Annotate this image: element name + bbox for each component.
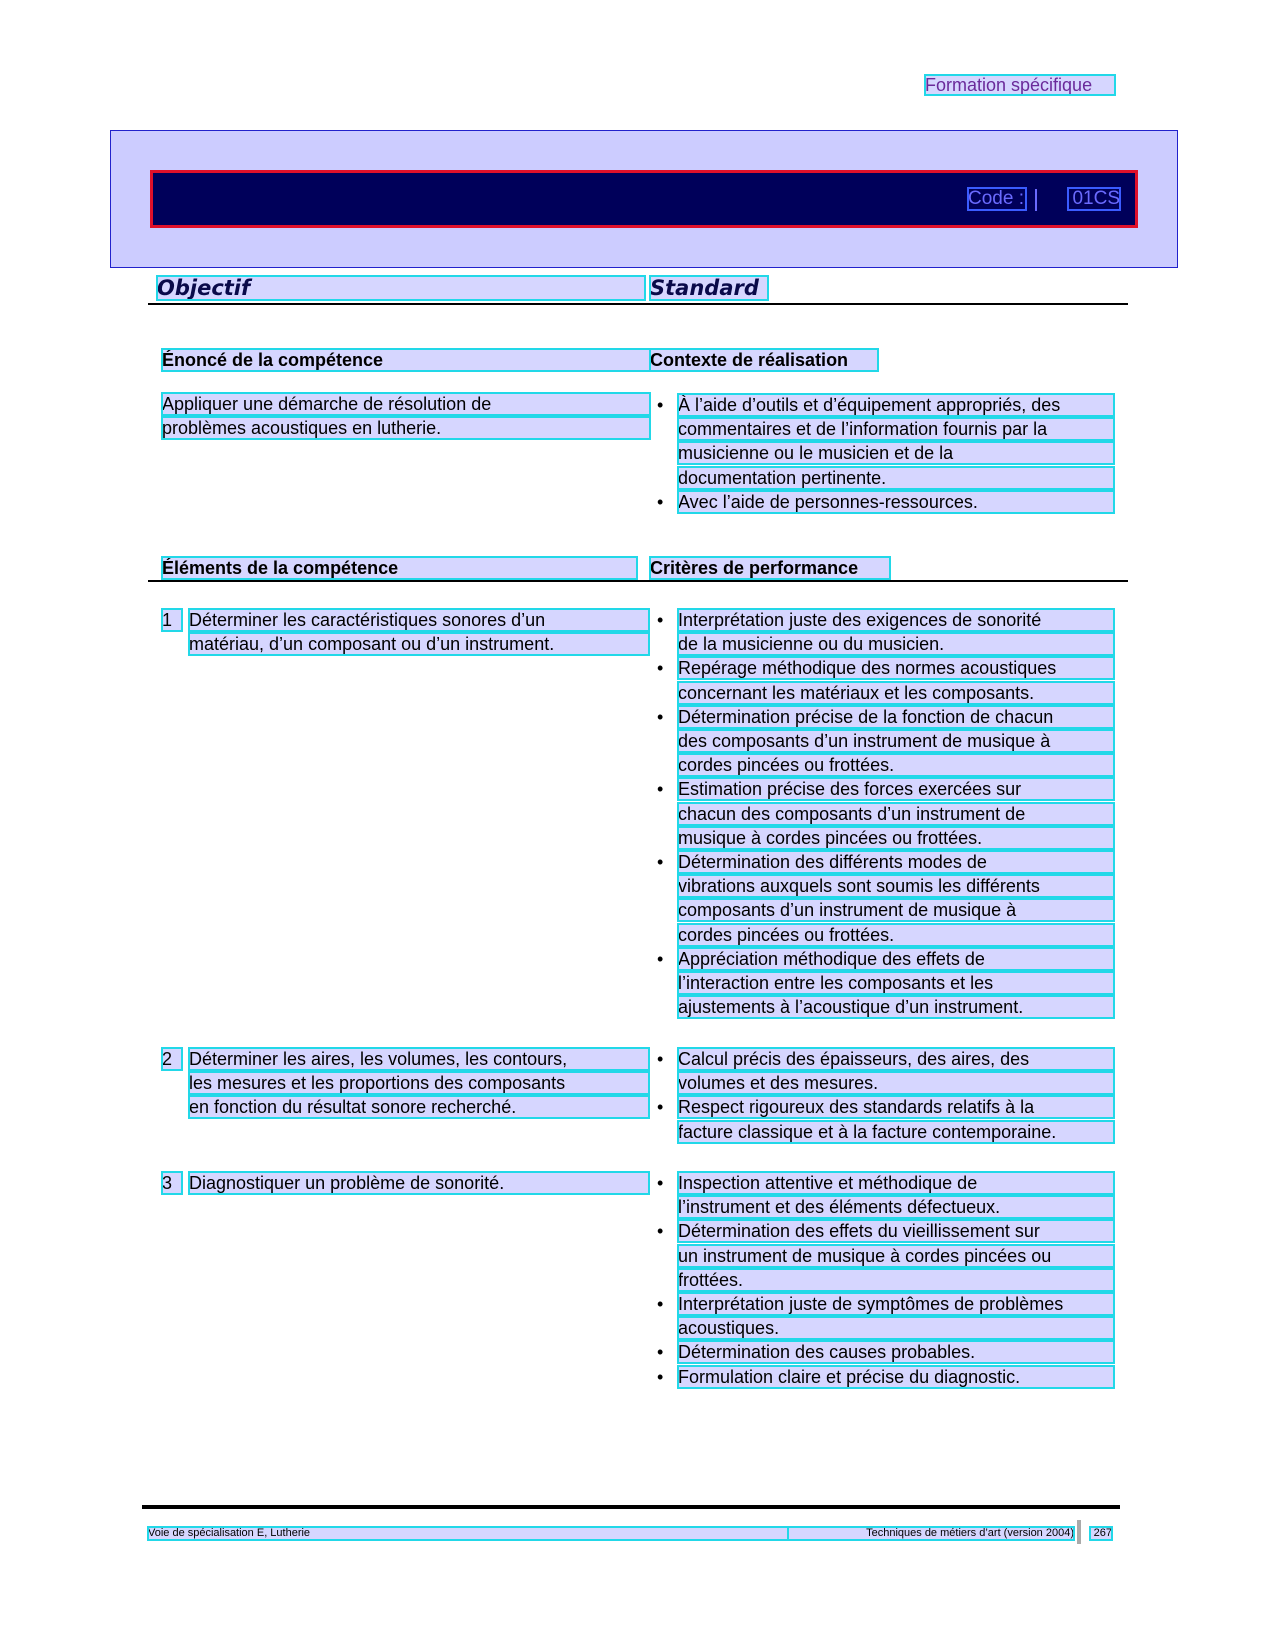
element-number: 1 (162, 609, 182, 631)
criterion-line: Détermination des différents modes de (678, 851, 1114, 873)
criterion-line: Formulation claire et précise du diagnostic. (678, 1366, 1114, 1388)
contexte-heading: Contexte de réalisation (650, 349, 878, 371)
criterion-line: volumes et des mesures. (678, 1072, 1114, 1094)
criterion-line: l’instrument et des éléments défectueux. (678, 1196, 1114, 1218)
element-line: Déterminer les caractéristiques sonores d’un (189, 609, 649, 631)
footer-page-number: 267 (1090, 1527, 1112, 1540)
element-line: les mesures et les proportions des composants (189, 1072, 649, 1094)
criterion-line: cordes pincées ou frottées. (678, 924, 1114, 946)
code-value: 01CS (1068, 188, 1120, 210)
criterion-line: documentation pertinente. (678, 467, 1114, 489)
criterion-line: acoustiques. (678, 1317, 1114, 1339)
code-label: Code : (968, 188, 1026, 210)
criterion-line: l’interaction entre les composants et les (678, 972, 1114, 994)
column-header-objectif: Objectif (157, 276, 645, 300)
criterion-line: Respect rigoureux des standards relatifs à la (678, 1096, 1114, 1118)
bullet-icon: • (657, 852, 664, 872)
criterion-line: Inspection attentive et méthodique de (678, 1172, 1114, 1194)
bullet-icon: • (657, 948, 664, 969)
criterion-line: des composants d’un instrument de musique à (678, 730, 1114, 752)
criterion-line: musicienne ou le musicien et de la (678, 442, 1114, 464)
criterion-line: chacun des composants d’un instrument de (678, 803, 1114, 825)
criterion-line: Interprétation juste des exigences de sonorité (678, 609, 1114, 631)
enonce-line-2: problèmes acoustiques en lutherie. (162, 417, 650, 439)
bullet-icon: • (657, 610, 664, 630)
bullet-icon: • (657, 706, 664, 727)
criterion-line: Détermination des effets du vieillissement sur (678, 1220, 1114, 1242)
column-header-standard: Standard (650, 276, 768, 300)
element-line: Diagnostiquer un problème de sonorité. (189, 1172, 649, 1194)
element-line: en fonction du résultat sonore recherché. (189, 1096, 649, 1118)
criterion-line: Détermination des causes probables. (678, 1341, 1114, 1363)
criterion-line: vibrations auxquels sont soumis les différents (678, 875, 1114, 897)
criterion-line: commentaires et de l’information fournis par la (678, 418, 1114, 440)
header-rule (148, 303, 1128, 305)
bullet-icon: • (657, 1173, 664, 1193)
bullet-icon: • (657, 1342, 664, 1363)
criterion-line: un instrument de musique à cordes pincées ou (678, 1245, 1114, 1267)
criterion-line: Appréciation méthodique des effets de (678, 948, 1114, 970)
criterion-line: Détermination précise de la fonction de chacun (678, 706, 1114, 728)
criterion-line: composants d’un instrument de musique à (678, 899, 1114, 921)
bullet-icon: • (657, 658, 664, 679)
elements-heading: Éléments de la compétence (162, 557, 637, 579)
criterion-line: cordes pincées ou frottées. (678, 754, 1114, 776)
footer-rule (142, 1505, 1120, 1509)
enonce-line-1: Appliquer une démarche de résolution de (162, 393, 650, 415)
element-line: matériau, d’un composant ou d’un instrument. (189, 633, 649, 655)
criterion-line: Repérage méthodique des normes acoustiques (678, 657, 1114, 679)
bullet-icon: • (657, 1221, 664, 1242)
bullet-icon: • (657, 1097, 664, 1118)
bullet-icon: • (657, 395, 664, 415)
footer-right: Techniques de métiers d’art (version 2004) (788, 1527, 1074, 1540)
bullet-icon: • (657, 491, 664, 512)
footer-page-separator (1077, 1520, 1081, 1544)
element-number: 3 (162, 1172, 182, 1194)
elements-rule (148, 580, 1128, 582)
bullet-icon: • (657, 779, 664, 800)
criterion-line: Avec l’aide de personnes-ressources. (678, 491, 1114, 513)
criterion-line: concernant les matériaux et les composants. (678, 682, 1114, 704)
criterion-line: facture classique et à la facture contemporaine. (678, 1121, 1114, 1143)
criterion-line: de la musicienne ou du musicien. (678, 633, 1114, 655)
element-number: 2 (162, 1048, 182, 1070)
code-separator (1035, 189, 1037, 211)
footer-left: Voie de spécialisation E, Lutherie (148, 1527, 788, 1540)
criterion-line: Interprétation juste de symptômes de problèmes (678, 1293, 1114, 1315)
criterion-line: À l’aide d’outils et d’équipement appropriés, des (678, 394, 1114, 416)
criterion-line: frottées. (678, 1269, 1114, 1291)
bullet-icon: • (657, 1049, 664, 1069)
enonce-heading: Énoncé de la compétence (162, 349, 650, 371)
bullet-icon: • (657, 1294, 664, 1314)
criterion-line: Calcul précis des épaisseurs, des aires, des (678, 1048, 1114, 1070)
criteres-heading: Critères de performance (650, 557, 890, 579)
section-label: Formation spécifique (925, 75, 1115, 95)
criterion-line: ajustements à l’acoustique d’un instrument. (678, 996, 1114, 1018)
criterion-line: musique à cordes pincées ou frottées. (678, 827, 1114, 849)
criterion-line: Estimation précise des forces exercées sur (678, 778, 1114, 800)
element-line: Déterminer les aires, les volumes, les contours, (189, 1048, 649, 1070)
bullet-icon: • (657, 1366, 664, 1387)
